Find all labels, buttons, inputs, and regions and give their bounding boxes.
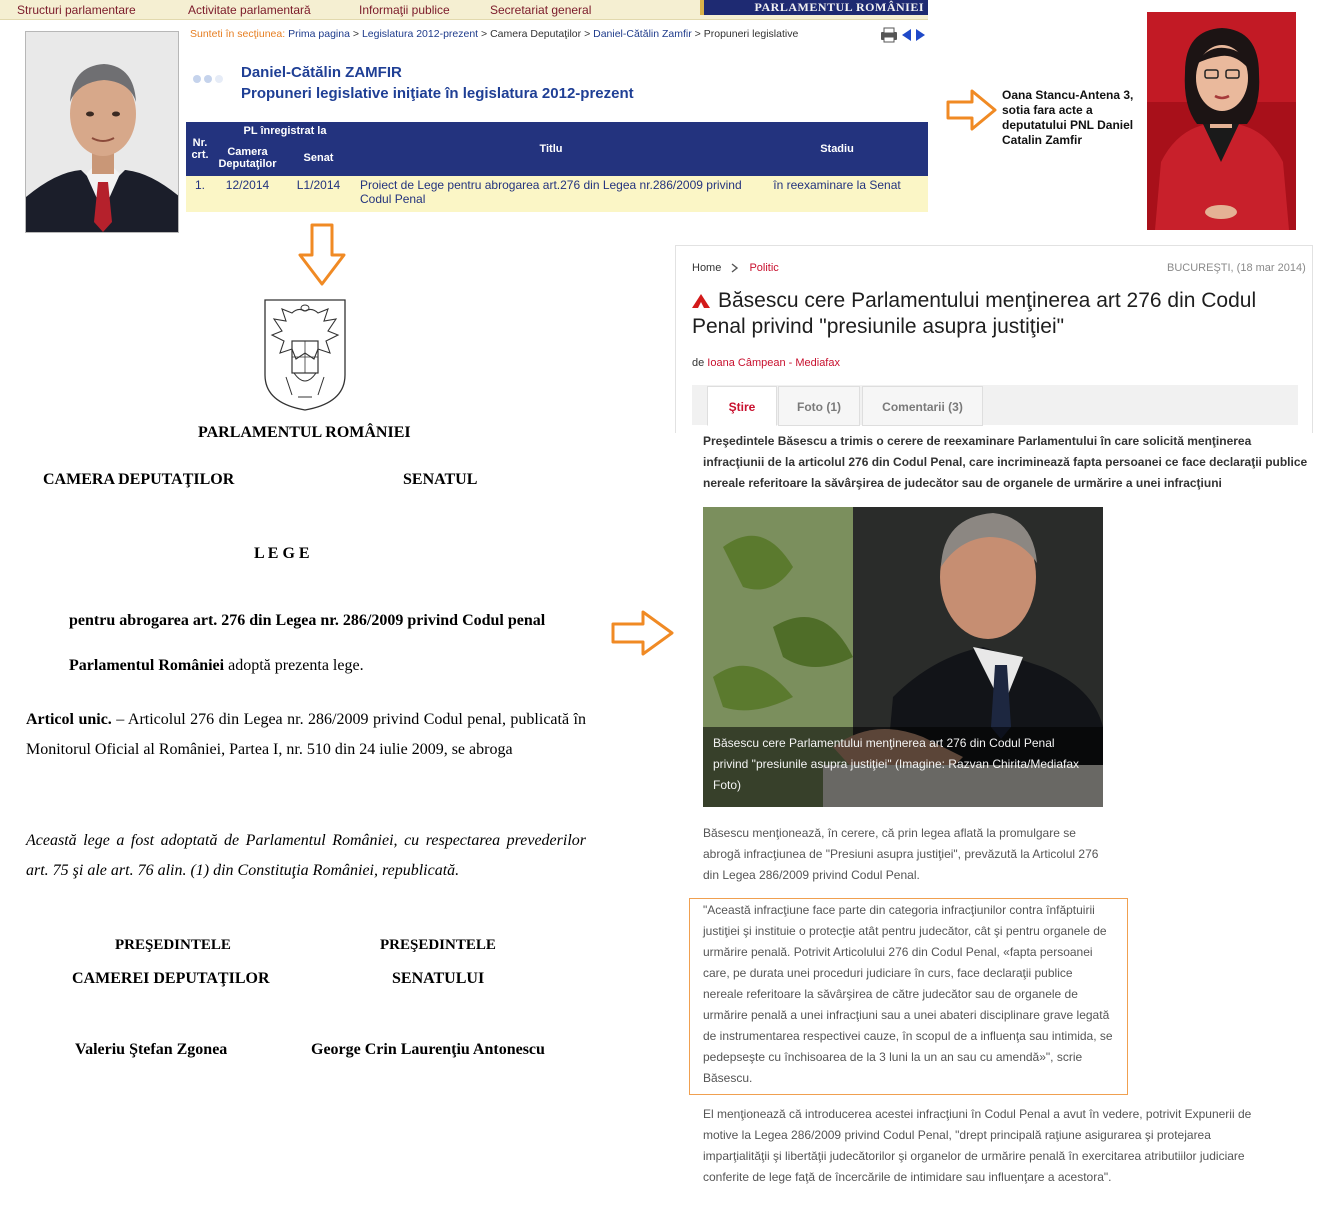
parliament-logo-bar [700,0,928,15]
woman-portrait-image [1147,12,1296,230]
breadcrumb-label: Sunteti în secţiunea: [190,28,286,40]
doc-article-label: Articol unic. [26,711,112,728]
doc-signature-1: Valeriu Ştefan Zgonea [75,1041,228,1058]
deputy-photo [25,31,179,233]
photo-caption: Băsescu cere Parlamentului menţinerea art 276 din Codul Penal privind "presiunile asupra justiţiei" (Imagine: Razvan Chirita/Mediafax Foto) [703,727,1103,807]
header-nr: Nr. crt. [186,122,214,176]
doc-pres2-body: SENATULUI [392,970,485,987]
byline-author[interactable]: Ioana Câmpean - Mediafax [707,357,840,369]
article-byline [692,357,840,369]
doc-adoption-bold: Parlamentul României [69,657,225,674]
doc-pres2-title: PREŞEDINTELE [380,937,496,953]
header-senat: Senat [281,140,356,176]
crumb-home[interactable]: Home [692,262,722,274]
cell-senat[interactable]: L1/2014 [281,176,356,212]
deputy-name: Daniel-Cătălin ZAMFIR [241,64,402,81]
doc-signature-2: George Crin Laurenţiu Antonescu [311,1041,545,1058]
breadcrumb-legislatura[interactable]: Legislatura 2012-prezent [361,28,479,40]
doc-parliament-heading: PARLAMENTUL ROMÂNIEI [198,424,411,441]
cell-titlu[interactable]: Proiect de Lege pentru abrogarea art.276 din Legea nr.286/2009 privind Codul Penal [356,176,746,212]
coat-of-arms-icon [262,297,348,413]
table-row[interactable] [186,176,928,212]
woman-portrait [1147,12,1296,230]
proposals-table [186,122,928,212]
back-arrow-icon[interactable] [902,29,911,41]
doc-article-text: – Articolul 276 din Legea nr. 286/2009 privind Codul penal, publicată în Monitorul Oficial al României, Partea I, nr. 510 din 24 iulie 2009, se abroga [26,711,586,758]
cell-camera[interactable]: 12/2014 [214,176,281,212]
doc-adoption-line [69,651,589,681]
byline-prefix: de [692,357,708,369]
breadcrumb-sep: > [584,28,591,40]
cell-nr: 1. [186,176,214,212]
tab-foto[interactable]: Foto (1) [778,386,860,426]
header-stadiu: Stadiu [746,122,928,176]
arrow-right-icon [946,88,998,132]
doc-pres1-body: CAMEREI DEPUTAŢILOR [72,970,270,987]
tab-stire[interactable]: Ştire [707,386,777,426]
header-titlu: Titlu [356,122,746,176]
breadcrumb-deputat[interactable]: Daniel-Cătălin Zamfir [593,28,692,40]
doc-adoption-rest: adoptă prezenta lege. [224,657,364,674]
article-lead: Preşedintele Băsescu a trimis o cerere de reexaminare Parlamentului în care solicită menţinerea infracţiunii de la articolul 276 din Codul Penal, care incriminează fapta persoanei ce face declaraţii publice nereale referitoare la săvârşirea de judecător sau de organele de urmărire a unei infracţiuni [703,434,1308,490]
doc-camera-heading: CAMERA DEPUTAŢILOR [43,471,235,488]
crumb-politic[interactable]: Politic [749,262,779,274]
article-quote: "Această infracţiune face parte din categoria infracţiunilor contra înfăptuirii justiţiei şi instituie o protecţie atât pentru judecător, cât şi pentru organele de urmărire penală. Potrivit Articolului 276 din Codul Penal, «fapta persoanei care, pe durata unei proceduri judiciare în curs, face declaraţii publice nereale referitoare la săvârşirea de către judecător sau de organele de urmărire penală a unei infracţiuni sau a unei abateri disciplinare grave legată de instrumentarea respectivei cauze, în scopul de a influenţa sau intimida, se pedepseşte cu închisoarea de la 3 luni la un an sau cu amendă»", scrie Băsescu. [703,903,1113,1085]
forward-arrow-icon[interactable] [916,29,925,41]
nav-secretariat[interactable]: Secretariat general [490,3,592,17]
mediafax-logo-icon [692,294,710,308]
doc-senat-heading: SENATUL [403,471,478,488]
doc-law-title: pentru abrogarea art. 276 din Legea nr. 286/2009 privind Codul penal [69,612,546,629]
breadcrumb-sep: > [481,28,488,40]
breadcrumb-prima[interactable]: Prima pagina [288,28,350,40]
breadcrumb-camera: Camera Deputaţilor [490,28,582,40]
nav-activitate[interactable]: Activitate parlamentară [188,3,311,17]
doc-pres1-title: PREŞEDINTELE [115,937,231,953]
chevron-right-icon [728,263,742,273]
page-tools [880,27,928,43]
article-headline [692,288,1282,340]
doc-closing: Această lege a fost adoptată de Parlamentul României, cu respectarea prevederilor art. 75 şi ale art. 76 alin. (1) din Constituţia României, republicată. [26,832,586,879]
nav-informatii[interactable]: Informaţii publice [359,3,450,17]
article-dateline: BUCUREŞTI, (18 mar 2014) [1167,262,1306,274]
law-document [0,235,610,1226]
print-icon[interactable] [881,28,897,42]
article-paragraph-1: Băsescu menţionează, în cerere, că prin legea aflată la promulgare se abrogă infracţiunea de "Presiuni asupra justiţiei", prevăzută la Articolul 276 din Legea 286/2009 privind Codul Penal. [703,826,1099,882]
breadcrumb-sep: > [352,28,360,40]
page-subtitle: Propuneri legislative iniţiate în legislatura 2012-prezent [241,85,634,102]
breadcrumb-current: Propuneri legislative [703,28,799,40]
article-breadcrumb [692,262,779,274]
nav-structuri[interactable]: Structuri parlamentare [17,3,136,17]
header-camera: Camera Deputaţilor [214,140,281,176]
cell-stadiu: în reexaminare la Senat [746,176,928,212]
article-title-text: Băsescu cere Parlamentului menţinerea art 276 din Codul Penal privind "presiunile asupra justiţiei" [692,289,1257,338]
tab-comentarii[interactable]: Comentarii (3) [862,386,983,426]
brand-text: PARLAMENTUL ROMÂNIEI [754,0,924,14]
doc-article [26,705,586,765]
article-paragraph-2: El menţionează că introducerea acestei infracţiuni în Codul Penal a avut în vedere, potrivit Expunerii de motive la Legea 286/2009 privind Codul Penal, "drept principală raţiune asigurarea şi protejarea imparţialităţii şi libertăţii judecătorilor şi organelor de urmărire penală în exercitarea atributiilor judiciare conferite de lege faţă de încercările de intimidare sau influenţare a acestora". [703,1107,1252,1184]
breadcrumb [190,28,798,40]
annotation-caption: Oana Stancu-Antena 3, sotia fara acte a deputatului PNL Daniel Catalin Zamfir [1002,88,1134,147]
title-bullet-dots [193,70,226,88]
breadcrumb-sep: > [694,28,701,40]
article-photo[interactable] [703,507,1103,807]
header-pl-group: PL înregistrat la [214,122,356,140]
deputy-portrait-image [26,32,179,233]
arrow-right-icon [611,609,675,657]
doc-lege-heading: L E G E [254,545,310,562]
